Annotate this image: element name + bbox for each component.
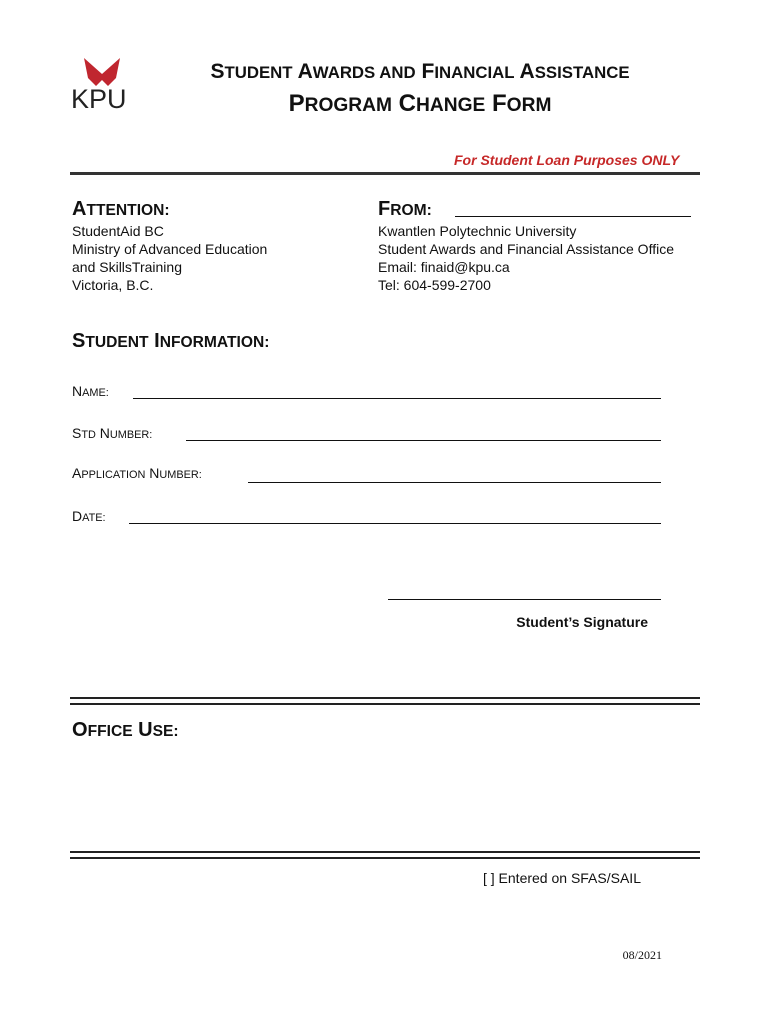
address-line: Email: finaid@kpu.ca: [378, 259, 510, 275]
address-line: Ministry of Advanced Education: [72, 241, 268, 257]
from-address: [378, 222, 674, 294]
std-number-label: STD NUMBER:: [72, 425, 153, 441]
entered-on-sfas-checkbox[interactable]: [ ] Entered on SFAS/SAIL: [483, 870, 641, 886]
name-field[interactable]: [133, 398, 661, 399]
address-line: Kwantlen Polytechnic University: [378, 223, 577, 239]
application-number-label: APPLICATION NUMBER:: [72, 465, 202, 481]
header-divider: [70, 172, 700, 175]
signature-label: Student’s Signature: [516, 614, 648, 630]
address-line: StudentAid BC: [72, 223, 164, 239]
kpu-logo-text: KPU: [71, 84, 127, 114]
signature-field[interactable]: [388, 599, 661, 600]
application-number-field[interactable]: [248, 482, 661, 483]
purpose-note: For Student Loan Purposes ONLY: [454, 152, 680, 168]
address-line: Student Awards and Financial Assistance Office: [378, 241, 674, 257]
address-line: Victoria, B.C.: [72, 277, 154, 293]
office-divider-bottom: [70, 851, 700, 859]
address-line: and SkillsTraining: [72, 259, 182, 275]
student-information-heading: STUDENT INFORMATION:: [72, 330, 270, 352]
office-divider-top: [70, 697, 700, 705]
form-version: 08/2021: [622, 948, 662, 962]
form-title-line2: PROGRAM CHANGE FORM: [288, 90, 552, 117]
std-number-field[interactable]: [186, 440, 661, 441]
office-use-heading: OFFICE USE:: [72, 719, 179, 741]
date-field[interactable]: [129, 523, 661, 524]
name-label: NAME:: [72, 383, 109, 399]
form-title-line1: STUDENT AWARDS AND FINANCIAL ASSISTANCE: [210, 60, 630, 83]
attention-address: [72, 222, 267, 294]
date-label: DATE:: [72, 508, 106, 524]
address-line: Tel: 604-599-2700: [378, 277, 491, 293]
from-heading: FROM:: [378, 198, 432, 220]
from-input-line[interactable]: [455, 216, 691, 217]
attention-heading: ATTENTION:: [72, 198, 170, 220]
